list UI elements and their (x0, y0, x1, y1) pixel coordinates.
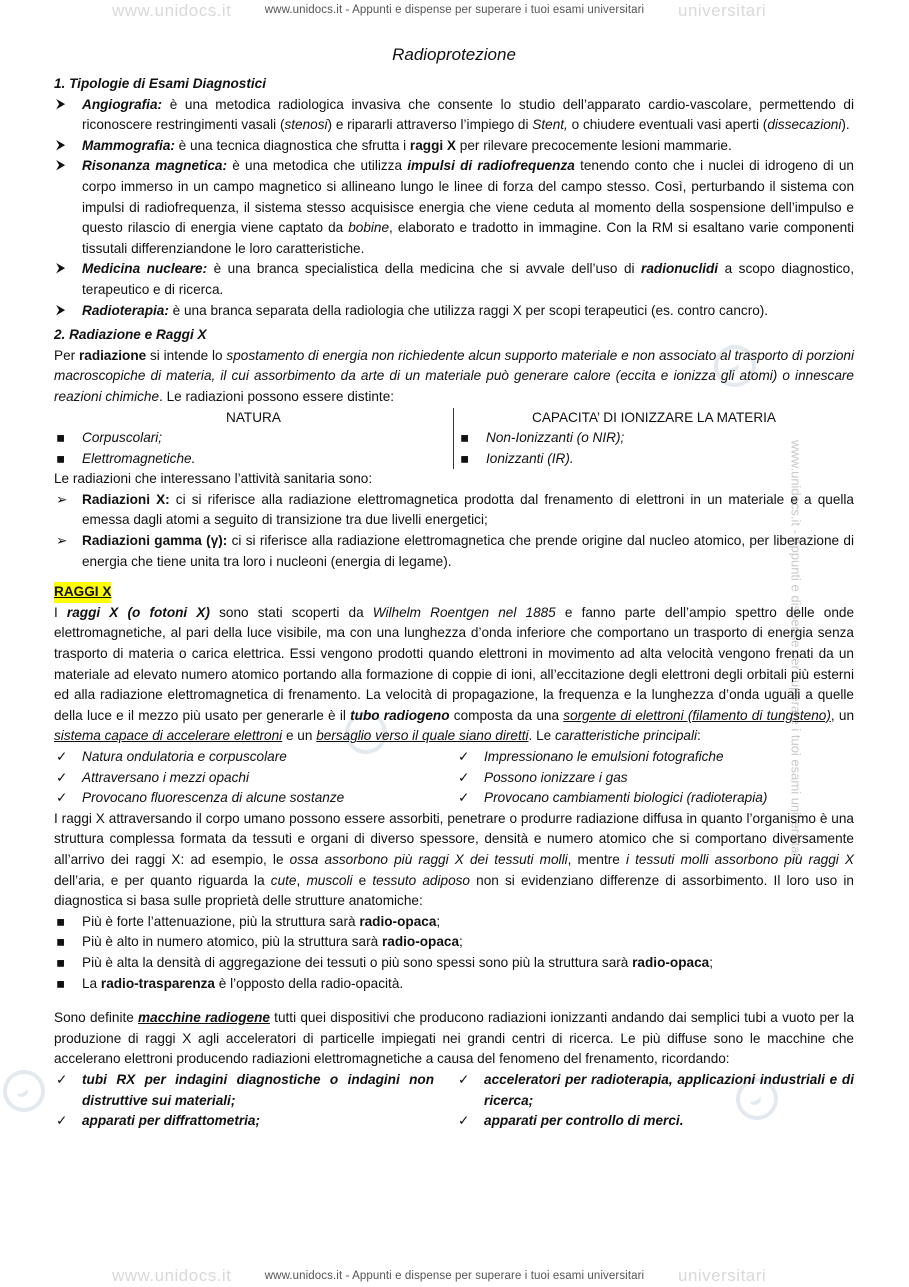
list-item: ✓ Attraversano i mezzi opachi (54, 768, 452, 789)
paragraph: Le radiazioni che interessano l’attività sanitaria sono: (54, 471, 373, 487)
section-heading: 2. Radiazione e Raggi X (54, 327, 207, 343)
watermark-ghost-right-bottom: universitari (678, 1266, 767, 1285)
watermark-ghost-left-bottom: www.unidocs.it (112, 1266, 232, 1285)
watermark-side-right: www.unidocs.it - Appunti e dispense per superare i tuoi esami universitari (788, 440, 804, 861)
list-item: ✓ apparati per diffrattometria; (54, 1111, 434, 1132)
page-title: Radioprotezione (392, 45, 516, 64)
paragraph: I raggi X attraversando il corpo umano possono essere assorbiti, penetrare o produrre radiazione diffusa in quanto l’organismo è una struttura complessa formata da tessuti e organi di diverso spessore, densità e numero atomico che si comportano diversamente all’arrivo dei raggi X: ad esempio, le ossa assorbono più raggi X dei tessuti molli, mentre i tessuti molli assorbono più raggi X dell’aria, e per quanto riguarda la cute, muscoli e tessuto adiposo non si evidenziano differenze di assorbimento. Il loro uso in diagnostica si basa sulle proprietà delle strutture anatomiche: (54, 810, 854, 909)
unidocs-logo-icon (0, 1063, 52, 1119)
watermark-bottom: www.unidocs.it - Appunti e dispense per superare i tuoi esami universitari (264, 1270, 645, 1282)
paragraph: I raggi X (o fotoni X) sono stati scoperti da Wilhelm Roentgen nel 1885 e fanno parte dell’ampio spettro delle onde elettromagnetiche, al pari della luce visibile, ma con una lunghezza d’onda inferiore che comportano un trasporto di energia senza trasporto di materia o carica elettrica. Essi vengono prodotti quando elettroni in movimento ad alta velocità vengono frenati da un materiale ad elevato numero atomico portando alla formazione di coppie di ioni, all’eccitazione degli elettroni degli orbitali più esterni ed alla radiazione elettromagnetica di frenamento. La velocità di propagazione, la frequenza e la lunghezza d’onda uguali a quelle della luce e il mezzo più usato per generarle è il tubo radiogeno composta da una sorgente di elettroni (filamento di tungsteno), un sistema capace di accelerare elettroni e un bersaglio verso il quale siano diretti. Le caratteristiche principali: (54, 604, 855, 744)
list-item: ✓ Natura ondulatoria e corpuscolare (54, 747, 452, 768)
anatomy-properties-list (54, 912, 854, 994)
list-item: ✓ apparati per controllo di merci. (456, 1111, 854, 1132)
list-item: ▪ Elettromagnetiche. (54, 449, 453, 470)
list-item: ▪ La radio-trasparenza è l’opposto della radio-opacità. (54, 974, 854, 995)
list-item: ✓ Provocano cambiamenti biologici (radioterapia) (456, 788, 854, 809)
highlighted-heading: RAGGI X (54, 582, 111, 603)
document-page (54, 42, 854, 1132)
list-item: ⮞ Angiografia: è una metodica radiologica invasiva che consente lo studio dell’apparato cardio-vascolare, permettendo di riconoscere restringimenti vasali (stenosi) e ripararli attraverso l’impiego di Stent, o chiudere eventuali vasi aperti (dissecazioni). (54, 95, 854, 136)
list-item: ✓ Possono ionizzare i gas (456, 768, 854, 789)
list-item: ⮞ Risonanza magnetica: è una metodica che utilizza impulsi di radiofrequenza tenendo conto che i nuclei di idrogeno di un corpo immerso in un campo magnetico si allineano lungo le linee di forza del campo stesso. Così, perturbando il sistema con impulsi di radiofrequenza, il sistema stesso acquisisce energia che viene ceduta al momento della sospensione dell’impulso e questo rilascio di energia viene captato da bobine, elaborato e tradotto in immagine. Con la RM si esaltano varie componenti tissutali differenziandone le loro caratteristiche. (54, 156, 854, 259)
list-item: ▪ Corpuscolari; (54, 428, 453, 449)
machines-list (54, 1070, 854, 1132)
section-heading: 1. Tipologie di Esami Diagnostici (54, 76, 267, 91)
list-item: ➢ Radiazioni X: ci si riferisce alla radiazione elettromagnetica prodotta dal frenamento di elettroni in un materiale e a quella emessa dagli atomi a seguito di transizione tra due livelli energetici; (54, 490, 854, 531)
watermark-ghost-left: www.unidocs.it (112, 1, 232, 20)
list-item: ✓ acceleratori per radioterapia, applicazioni industriali e di ricerca; (456, 1070, 854, 1111)
exam-types-list (54, 95, 854, 322)
radiation-classification-table (54, 408, 854, 470)
watermark-top: www.unidocs.it - Appunti e dispense per superare i tuoi esami universitari (264, 4, 645, 16)
list-item: ✓ tubi RX per indagini diagnostiche o indagini non distruttive sui materiali; (54, 1070, 434, 1111)
list-item: ▪ Ionizzanti (IR). (458, 449, 854, 470)
list-item: ⮞ Mammografia: è una tecnica diagnostica che sfrutta i raggi X per rilevare precocemente lesioni mammarie. (54, 136, 854, 157)
paragraph: Per radiazione si intende lo spostamento di energia non richiedente alcun supporto materiale e non associato al trasporto di porzioni macroscopiche di materia, il cui assorbimento da arte di un materiale può generare calore (eccita e ionizza gli atomi) o innescare reazioni chimiche. Le radiazioni possono essere distinte: (54, 347, 854, 404)
features-list (54, 747, 854, 809)
list-item: ✓ Impressionano le emulsioni fotografiche (456, 747, 854, 768)
list-item: ⮞ Radioterapia: è una branca separata della radiologia che utilizza raggi X per scopi terapeutici (es. contro cancro). (54, 301, 854, 322)
table-header: NATURA (226, 409, 281, 425)
paragraph: Sono definite macchine radiogene tutti quei dispositivi che producono radiazioni ionizzanti andando dai semplici tubi a vuoto per la produzione di raggi X agli acceleratori di particelle impiegati nei grandi centri di ricerca. Le più diffuse sono le macchine che accelerano elettroni producendo radiazioni elettromagnetiche a causa del fenomeno del frenamento, ricordando: (54, 1010, 855, 1067)
list-item: ➢ Radiazioni gamma (γ): ci si riferisce alla radiazione elettromagnetica che prende origine dal nucleo atomico, per liberazione di energia che tiene unita tra loro i nucleoni (energia di legame). (54, 531, 854, 572)
list-item: ▪ Più è forte l’attenuazione, più la struttura sarà radio-opaca; (54, 912, 854, 933)
list-item: ▪ Più è alta la densità di aggregazione dei tessuti o più sono spessi sono più la struttura sarà radio-opaca; (54, 953, 854, 974)
list-item: ✓ Provocano fluorescenza di alcune sostanze (54, 788, 452, 809)
watermark-ghost-right: universitari (678, 1, 767, 20)
list-item: ▪ Non-Ionizzanti (o NIR); (458, 428, 854, 449)
list-item: ▪ Più è alto in numero atomico, più la struttura sarà radio-opaca; (54, 932, 854, 953)
sanitary-radiation-list (54, 490, 854, 572)
list-item: ⮞ Medicina nucleare: è una branca specialistica della medicina che si avvale dell’uso di radionuclidi a scopo diagnostico, terapeutico e di ricerca. (54, 259, 854, 300)
table-header: CAPACITA’ DI IONIZZARE LA MATERIA (532, 409, 776, 425)
